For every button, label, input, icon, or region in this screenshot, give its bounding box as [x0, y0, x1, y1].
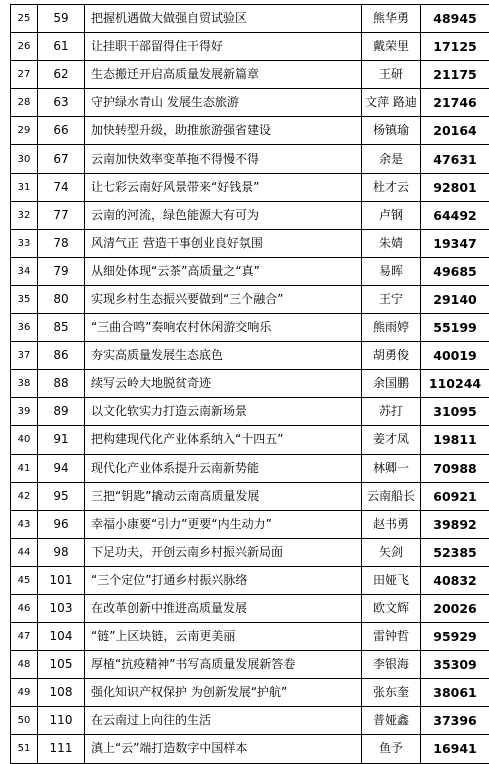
vote-count-cell: 19811: [421, 426, 489, 454]
article-title-cell: 把握机遇做大做强自贸试验区: [85, 5, 362, 33]
table-row: [11, 426, 489, 454]
article-title-cell: 云南加快效率变革拖不得慢不得: [85, 145, 362, 173]
author-cell: 李银海: [362, 651, 421, 679]
article-title-cell: 滇上“云”端打造数字中国样本: [85, 735, 362, 763]
row-index-cell: 51: [11, 735, 38, 763]
article-title-cell: 加快转型升级，助推旅游强省建设: [85, 117, 362, 145]
vote-count-cell: 40019: [421, 342, 489, 370]
entry-number-cell: 98: [38, 538, 85, 566]
author-cell: 赵书勇: [362, 510, 421, 538]
article-title-cell: 下足功夫，开创云南乡村振兴新局面: [85, 538, 362, 566]
row-index-cell: 27: [11, 61, 38, 89]
author-cell: 熊华勇: [362, 5, 421, 33]
table-row: [11, 538, 489, 566]
article-title-cell: 生态搬迁开启高质量发展新篇章: [85, 61, 362, 89]
entry-number-cell: 80: [38, 285, 85, 313]
author-cell: 苏打: [362, 398, 421, 426]
author-cell: 杨镇瑜: [362, 117, 421, 145]
table-row: [11, 33, 489, 61]
row-index-cell: 32: [11, 201, 38, 229]
row-index-cell: 45: [11, 566, 38, 594]
author-cell: 余国鹏: [362, 370, 421, 398]
vote-count-cell: 52385: [421, 538, 489, 566]
entry-number-cell: 67: [38, 145, 85, 173]
row-index-cell: 33: [11, 229, 38, 257]
table-row: [11, 735, 489, 763]
row-index-cell: 28: [11, 89, 38, 117]
author-cell: 易晖: [362, 257, 421, 285]
author-cell: 云南船长: [362, 482, 421, 510]
vote-count-cell: 16941: [421, 735, 489, 763]
table-row: [11, 707, 489, 735]
row-index-cell: 29: [11, 117, 38, 145]
vote-count-cell: 19347: [421, 229, 489, 257]
vote-count-cell: 64492: [421, 201, 489, 229]
table-row: [11, 5, 489, 33]
author-cell: 矢剑: [362, 538, 421, 566]
entry-number-cell: 74: [38, 173, 85, 201]
author-cell: 欧文辉: [362, 594, 421, 622]
row-index-cell: 43: [11, 510, 38, 538]
table-row: [11, 623, 489, 651]
table-row: [11, 370, 489, 398]
table-body: [11, 5, 489, 764]
table-row: [11, 566, 489, 594]
row-index-cell: 26: [11, 33, 38, 61]
vote-count-cell: 38061: [421, 679, 489, 707]
article-title-cell: 实现乡村生态振兴要做到“三个融合”: [85, 285, 362, 313]
article-title-cell: 风清气正 营造干事创业良好氛围: [85, 229, 362, 257]
table-row: [11, 173, 489, 201]
row-index-cell: 40: [11, 426, 38, 454]
vote-count-cell: 40832: [421, 566, 489, 594]
row-index-cell: 49: [11, 679, 38, 707]
article-title-cell: “三个定位”打通乡村振兴脉络: [85, 566, 362, 594]
article-title-cell: 续写云岭大地脱贫奇迹: [85, 370, 362, 398]
entry-number-cell: 62: [38, 61, 85, 89]
entry-number-cell: 104: [38, 623, 85, 651]
row-index-cell: 38: [11, 370, 38, 398]
row-index-cell: 46: [11, 594, 38, 622]
author-cell: 杜才云: [362, 173, 421, 201]
row-index-cell: 31: [11, 173, 38, 201]
author-cell: 戴荣里: [362, 33, 421, 61]
article-title-cell: 以文化软实力打造云南新场景: [85, 398, 362, 426]
entry-number-cell: 79: [38, 257, 85, 285]
row-index-cell: 39: [11, 398, 38, 426]
vote-count-cell: 21175: [421, 61, 489, 89]
author-cell: 文萍 路迪: [362, 89, 421, 117]
table-row: [11, 398, 489, 426]
vote-count-cell: 92801: [421, 173, 489, 201]
row-index-cell: 34: [11, 257, 38, 285]
entry-number-cell: 110: [38, 707, 85, 735]
entry-number-cell: 108: [38, 679, 85, 707]
row-index-cell: 36: [11, 314, 38, 342]
row-index-cell: 25: [11, 5, 38, 33]
author-cell: 普娅鑫: [362, 707, 421, 735]
article-title-cell: 把构建现代化产业体系纳入“十四五”: [85, 426, 362, 454]
article-title-cell: 从细处体现“云茶”高质量之“真”: [85, 257, 362, 285]
vote-count-cell: 29140: [421, 285, 489, 313]
table-row: [11, 61, 489, 89]
row-index-cell: 42: [11, 482, 38, 510]
row-index-cell: 50: [11, 707, 38, 735]
entry-number-cell: 78: [38, 229, 85, 257]
entry-number-cell: 101: [38, 566, 85, 594]
row-index-cell: 30: [11, 145, 38, 173]
vote-count-cell: 47631: [421, 145, 489, 173]
entry-number-cell: 95: [38, 482, 85, 510]
articles-table: [10, 4, 489, 764]
vote-count-cell: 48945: [421, 5, 489, 33]
author-cell: 朱婧: [362, 229, 421, 257]
author-cell: 鱼予: [362, 735, 421, 763]
table-row: [11, 342, 489, 370]
author-cell: 林卿一: [362, 454, 421, 482]
article-title-cell: 强化知识产权保护 为创新发展“护航”: [85, 679, 362, 707]
table-row: [11, 454, 489, 482]
vote-count-cell: 20164: [421, 117, 489, 145]
article-title-cell: 厚植“抗疫精神”书写高质量发展新答卷: [85, 651, 362, 679]
article-title-cell: 现代化产业体系提升云南新势能: [85, 454, 362, 482]
row-index-cell: 48: [11, 651, 38, 679]
table-row: [11, 314, 489, 342]
entry-number-cell: 86: [38, 342, 85, 370]
row-index-cell: 37: [11, 342, 38, 370]
row-index-cell: 35: [11, 285, 38, 313]
table-row: [11, 651, 489, 679]
entry-number-cell: 61: [38, 33, 85, 61]
table-row: [11, 201, 489, 229]
article-title-cell: “三曲合鸣”奏响农村休闲游交响乐: [85, 314, 362, 342]
entry-number-cell: 66: [38, 117, 85, 145]
article-title-cell: 让挂职干部留得住干得好: [85, 33, 362, 61]
vote-count-cell: 70988: [421, 454, 489, 482]
article-title-cell: 守护绿水青山 发展生态旅游: [85, 89, 362, 117]
entry-number-cell: 88: [38, 370, 85, 398]
entry-number-cell: 111: [38, 735, 85, 763]
entry-number-cell: 85: [38, 314, 85, 342]
vote-count-cell: 37396: [421, 707, 489, 735]
row-index-cell: 47: [11, 623, 38, 651]
entry-number-cell: 96: [38, 510, 85, 538]
author-cell: 雷钟哲: [362, 623, 421, 651]
author-cell: 王宁: [362, 285, 421, 313]
table-row: [11, 257, 489, 285]
article-title-cell: 在云南过上向往的生活: [85, 707, 362, 735]
entry-number-cell: 89: [38, 398, 85, 426]
author-cell: 余是: [362, 145, 421, 173]
vote-count-cell: 21746: [421, 89, 489, 117]
article-title-cell: 让七彩云南好风景带来“好钱景”: [85, 173, 362, 201]
table-row: [11, 145, 489, 173]
vote-count-cell: 39892: [421, 510, 489, 538]
entry-number-cell: 59: [38, 5, 85, 33]
vote-count-cell: 49685: [421, 257, 489, 285]
table-row: [11, 117, 489, 145]
table-row: [11, 229, 489, 257]
vote-count-cell: 55199: [421, 314, 489, 342]
vote-count-cell: 110244: [421, 370, 489, 398]
row-index-cell: 44: [11, 538, 38, 566]
article-title-cell: 在改革创新中推进高质量发展: [85, 594, 362, 622]
entry-number-cell: 63: [38, 89, 85, 117]
author-cell: 胡勇俊: [362, 342, 421, 370]
author-cell: 熊雨婷: [362, 314, 421, 342]
article-title-cell: 云南的河流，绿色能源大有可为: [85, 201, 362, 229]
article-title-cell: 三把“钥匙”撬动云南高质量发展: [85, 482, 362, 510]
article-title-cell: 夯实高质量发展生态底色: [85, 342, 362, 370]
table-row: [11, 510, 489, 538]
table-row: [11, 679, 489, 707]
author-cell: 田娅飞: [362, 566, 421, 594]
vote-count-cell: 31095: [421, 398, 489, 426]
article-title-cell: 幸福小康要“引力”更要“内生动力”: [85, 510, 362, 538]
author-cell: 卢钢: [362, 201, 421, 229]
table-row: [11, 89, 489, 117]
vote-count-cell: 60921: [421, 482, 489, 510]
author-cell: 姜才凤: [362, 426, 421, 454]
entry-number-cell: 94: [38, 454, 85, 482]
author-cell: 王研: [362, 61, 421, 89]
author-cell: 张东奎: [362, 679, 421, 707]
vote-count-cell: 17125: [421, 33, 489, 61]
row-index-cell: 41: [11, 454, 38, 482]
entry-number-cell: 91: [38, 426, 85, 454]
entry-number-cell: 103: [38, 594, 85, 622]
article-title-cell: “链”上区块链，云南更美丽: [85, 623, 362, 651]
table-row: [11, 285, 489, 313]
vote-count-cell: 95929: [421, 623, 489, 651]
table-row: [11, 482, 489, 510]
table-row: [11, 594, 489, 622]
entry-number-cell: 105: [38, 651, 85, 679]
entry-number-cell: 77: [38, 201, 85, 229]
vote-count-cell: 35309: [421, 651, 489, 679]
vote-count-cell: 20026: [421, 594, 489, 622]
